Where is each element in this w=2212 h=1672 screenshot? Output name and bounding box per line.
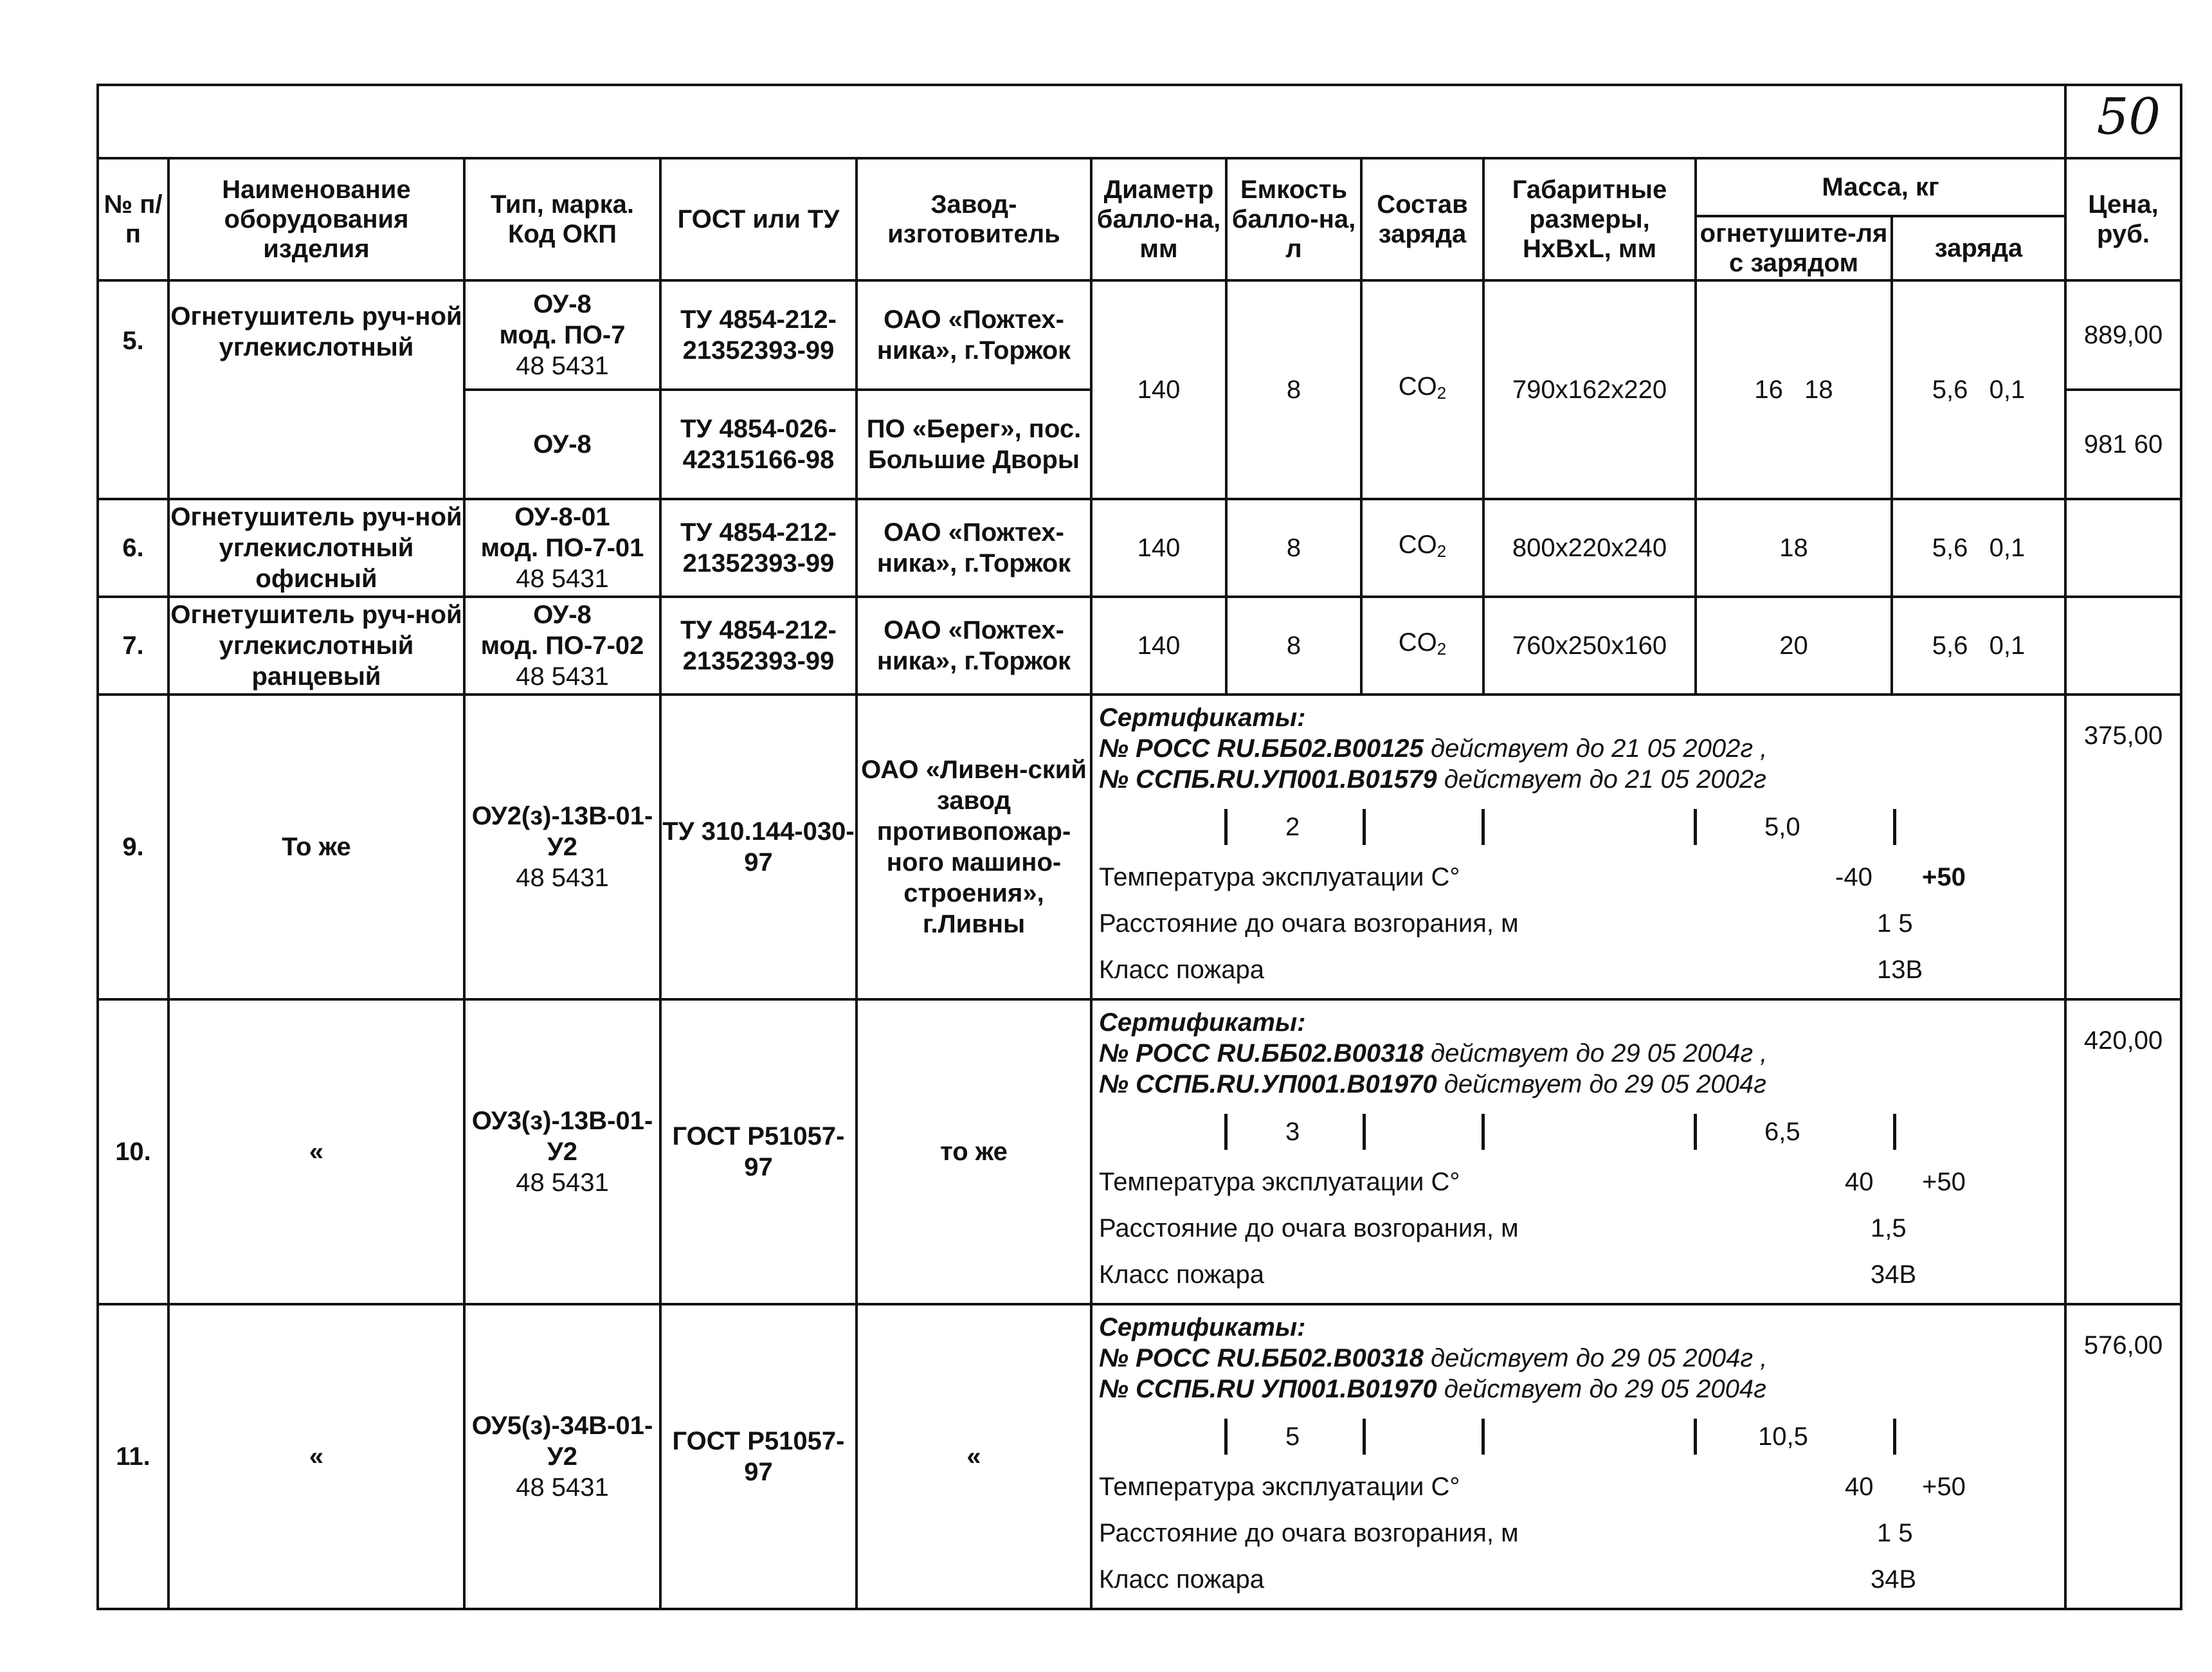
item-dimensions: 760x250x160: [1483, 597, 1696, 695]
type-model: мод. ПО-7: [499, 321, 626, 349]
distance-value: 1 5: [1877, 909, 1913, 938]
item-diameter: 140: [1091, 280, 1226, 499]
values-strip: [1099, 1111, 2058, 1158]
col-header-diameter: Диаметр балло-на, мм: [1091, 158, 1226, 280]
certificate-line: [1099, 733, 2058, 764]
item-name: Огнетушитель руч-ной углекислотный офисный: [168, 499, 464, 597]
distance-value: 1 5: [1877, 1519, 1913, 1547]
type-mark: ОУ-8: [533, 601, 592, 629]
item-name: «: [168, 999, 464, 1304]
temperature-label: Температура эксплуатации С°: [1099, 1168, 1460, 1196]
type-mark: ОУ5(з)-34В-01-У2: [471, 1412, 653, 1471]
okp-code: 48 5431: [516, 662, 609, 691]
certificate-validity: действует до 29 05 2004г ,: [1423, 1039, 1768, 1068]
item-mass-charge: 5,6 0,1: [1892, 597, 2065, 695]
certificates-title: Сертификаты:: [1099, 1313, 1306, 1341]
item-gost: ТУ 4854-212-21352393-99: [660, 597, 857, 695]
item-details: [1091, 695, 2065, 999]
item-details: [1091, 999, 2065, 1304]
certificate-number: № РОСС RU.ББ02.В00318: [1099, 1344, 1424, 1372]
item-maker: ПО «Берег», пос. Большие Дворы: [857, 390, 1091, 499]
item-capacity: 8: [1226, 499, 1361, 597]
col-header-maker: Завод-изготовитель: [857, 158, 1091, 280]
col-header-dimensions: Габаритные размеры, HxBxL, мм: [1483, 158, 1696, 280]
item-gost: ТУ 4854-212-21352393-99: [660, 280, 857, 390]
row-number: 9.: [98, 695, 168, 999]
item-diameter: 140: [1091, 597, 1226, 695]
item-charge: [1361, 597, 1483, 695]
item-charge: [1361, 280, 1483, 499]
divider: [1893, 809, 1896, 845]
item-type: [464, 280, 660, 390]
temperature-row: [1099, 1462, 2058, 1509]
divider: [1893, 1114, 1896, 1150]
distance-label: Расстояние до очага возгорания, м: [1099, 1214, 1519, 1242]
divider: [1224, 1419, 1228, 1455]
temperature-min: -40: [1835, 863, 1872, 891]
charge-formula: CO: [1398, 372, 1437, 401]
item-charge: [1361, 499, 1483, 597]
item-mass-charge: 5,6 0,1: [1892, 499, 2065, 597]
certificate-number: № РОСС RU.ББ02.В00125: [1099, 734, 1424, 763]
certificate-validity: действует до 21 05 2002г ,: [1423, 734, 1768, 763]
item-price: 576,00: [2065, 1304, 2181, 1609]
row-number: 10.: [98, 999, 168, 1304]
okp-code: 48 5431: [516, 352, 609, 380]
temperature-label: Температура эксплуатации С°: [1099, 1473, 1460, 1501]
table-row: [98, 1304, 2181, 1609]
distance-row: [1099, 1509, 2058, 1555]
temperature-max: +50: [1922, 1168, 1966, 1196]
table-row: [98, 597, 2181, 695]
divider: [1363, 1419, 1366, 1455]
certificate-line: [1099, 1038, 2058, 1069]
divider: [1482, 1419, 1485, 1455]
fire-class-value: 34В: [1871, 1565, 1917, 1594]
distance-row: [1099, 1204, 2058, 1250]
item-price: [2065, 597, 2181, 695]
item-type: [464, 1304, 660, 1609]
col-header-gost: ГОСТ или ТУ: [660, 158, 857, 280]
certificate-line: [1099, 764, 2058, 795]
values-strip: [1099, 1416, 2058, 1462]
divider: [1224, 1114, 1228, 1150]
charge-subscript: 2: [1437, 541, 1447, 561]
certificate-number: № ССПБ.RU.УП001.В01970: [1099, 1070, 1437, 1098]
type-mark: ОУ-8-01: [514, 503, 610, 531]
col-header-name: Наименование оборудования изделия: [168, 158, 464, 280]
fire-class-row: [1099, 945, 2058, 992]
item-details: [1091, 1304, 2065, 1609]
header-row: [98, 158, 2181, 216]
certificate-number: № РОСС RU.ББ02.В00318: [1099, 1039, 1424, 1068]
type-mark: ОУ3(з)-13В-01-У2: [471, 1107, 653, 1166]
type-model: мод. ПО-7-01: [480, 534, 644, 562]
temperature-max: +50: [1922, 1473, 1966, 1501]
divider: [1482, 1114, 1485, 1150]
page-number-cell: [2065, 85, 2181, 158]
table-row: [98, 280, 2181, 390]
certificate-line: [1099, 1069, 2058, 1100]
price-list-sheet: [96, 84, 2180, 1610]
item-maker: «: [857, 1304, 1091, 1609]
temperature-min: 40: [1845, 1168, 1874, 1196]
item-dimensions: 790x162x220: [1483, 280, 1696, 499]
okp-code: 48 5431: [516, 1168, 609, 1197]
item-dimensions: 800x220x240: [1483, 499, 1696, 597]
item-gost: ГОСТ Р51057-97: [660, 1304, 857, 1609]
item-price: [2065, 499, 2181, 597]
okp-code: 48 5431: [516, 864, 609, 892]
fire-class-value: 34В: [1871, 1260, 1917, 1289]
item-maker: ОАО «Ливен-ский завод противопожар-ного машино-строения», г.Ливны: [857, 695, 1091, 999]
item-capacity: 8: [1226, 597, 1361, 695]
item-price: 981 60: [2065, 390, 2181, 499]
col-header-num: № п/п: [98, 158, 168, 280]
charge-formula: CO: [1398, 628, 1437, 657]
table-row: [98, 695, 2181, 999]
divider: [1694, 1114, 1697, 1150]
okp-code: 48 5431: [516, 1473, 609, 1502]
item-maker: ОАО «Пожтех-ника», г.Торжок: [857, 499, 1091, 597]
item-price: 889,00: [2065, 280, 2181, 390]
page-header-row: [98, 85, 2181, 158]
item-price: 420,00: [2065, 999, 2181, 1304]
mass-value: 10,5: [1758, 1422, 1808, 1451]
divider: [1694, 809, 1697, 845]
item-name: «: [168, 1304, 464, 1609]
capacity-value: 2: [1285, 813, 1300, 841]
okp-code: 48 5431: [516, 565, 609, 593]
row-number: 7.: [98, 597, 168, 695]
certificate-validity: действует до 21 05 2002г: [1437, 765, 1766, 794]
item-name: То же: [168, 695, 464, 999]
certificate-number: № ССПБ.RU УП001.В01970: [1099, 1375, 1437, 1403]
capacity-value: 5: [1285, 1422, 1300, 1451]
equipment-table: [96, 84, 2182, 1610]
fire-class-label: Класс пожара: [1099, 956, 1264, 984]
type-mark: ОУ2(з)-13В-01-У2: [471, 802, 653, 861]
mass-value: 6,5: [1764, 1118, 1800, 1146]
type-model: мод. ПО-7-02: [480, 632, 644, 660]
item-type: [464, 499, 660, 597]
col-header-charge: Состав заряда: [1361, 158, 1483, 280]
fire-class-row: [1099, 1555, 2058, 1601]
fire-class-label: Класс пожара: [1099, 1260, 1264, 1289]
col-header-price: Цена, руб.: [2065, 158, 2181, 280]
certificate-number: № ССПБ.RU.УП001.В01579: [1099, 765, 1437, 794]
fire-class-row: [1099, 1250, 2058, 1296]
temperature-min: 40: [1845, 1473, 1874, 1501]
item-gost: ТУ 4854-212-21352393-99: [660, 499, 857, 597]
divider: [1482, 809, 1485, 845]
mass-value: 5,0: [1764, 813, 1800, 841]
item-capacity: 8: [1226, 280, 1361, 499]
type-mark: ОУ-8: [533, 290, 592, 318]
temperature-max: +50: [1922, 863, 1966, 891]
divider: [1893, 1419, 1896, 1455]
item-gost: ТУ 310.144-030-97: [660, 695, 857, 999]
divider: [1224, 809, 1228, 845]
item-gost: ТУ 4854-026-42315166-98: [660, 390, 857, 499]
table-row: [98, 499, 2181, 597]
item-maker: ОАО «Пожтех-ника», г.Торжок: [857, 597, 1091, 695]
item-mass-extinguisher: 16 18: [1696, 280, 1892, 499]
item-type: [464, 597, 660, 695]
col-header-capacity: Емкость балло-на, л: [1226, 158, 1361, 280]
item-type: [464, 695, 660, 999]
certificate-validity: действует до 29 05 2004г ,: [1423, 1344, 1768, 1372]
divider: [1363, 1114, 1366, 1150]
col-header-mass: Масса, кг: [1696, 158, 2065, 216]
item-mass-extinguisher: 20: [1696, 597, 1892, 695]
item-diameter: 140: [1091, 499, 1226, 597]
item-gost: ГОСТ Р51057-97: [660, 999, 857, 1304]
item-mass-charge: 5,6 0,1: [1892, 280, 2065, 499]
values-strip: [1099, 806, 2058, 853]
temperature-row: [1099, 853, 2058, 899]
charge-formula: CO: [1398, 531, 1437, 559]
certificates-title: Сертификаты:: [1099, 704, 1306, 732]
divider: [1363, 809, 1366, 845]
col-header-type: Тип, марка. Код ОКП: [464, 158, 660, 280]
item-maker: то же: [857, 999, 1091, 1304]
charge-subscript: 2: [1437, 383, 1447, 403]
col-header-mass-extinguisher: огнетушите-ля с зарядом: [1696, 216, 1892, 280]
temperature-row: [1099, 1158, 2058, 1204]
item-maker: ОАО «Пожтех-ника», г.Торжок: [857, 280, 1091, 390]
distance-value: 1,5: [1871, 1214, 1907, 1242]
fire-class-label: Класс пожара: [1099, 1565, 1264, 1594]
distance-label: Расстояние до очага возгорания, м: [1099, 909, 1519, 938]
certificates-title: Сертификаты:: [1099, 1008, 1306, 1037]
table-row: [98, 999, 2181, 1304]
certificate-line: [1099, 1374, 2058, 1404]
charge-subscript: 2: [1437, 639, 1447, 659]
distance-row: [1099, 899, 2058, 945]
fire-class-value: 13В: [1877, 956, 1923, 984]
item-type: [464, 999, 660, 1304]
certificate-validity: действует до 29 05 2004г: [1437, 1070, 1766, 1098]
divider: [1694, 1419, 1697, 1455]
item-name: Огнетушитель руч-ной углекислотный ранцевый: [168, 597, 464, 695]
item-type: ОУ-8: [464, 390, 660, 499]
row-number: 5.: [98, 280, 168, 499]
page-number: 50: [2096, 88, 2161, 146]
col-header-mass-charge: заряда: [1892, 216, 2065, 280]
distance-label: Расстояние до очага возгорания, м: [1099, 1519, 1519, 1547]
item-name: Огнетушитель руч-ной углекислотный: [168, 280, 464, 499]
temperature-label: Температура эксплуатации С°: [1099, 863, 1460, 891]
row-number: 6.: [98, 499, 168, 597]
certificate-validity: действует до 29 05 2004г: [1437, 1375, 1766, 1403]
item-mass-extinguisher: 18: [1696, 499, 1892, 597]
certificate-line: [1099, 1343, 2058, 1374]
capacity-value: 3: [1285, 1118, 1300, 1146]
row-number: 11.: [98, 1304, 168, 1609]
page-header-blank: [98, 85, 2065, 158]
item-price: 375,00: [2065, 695, 2181, 999]
